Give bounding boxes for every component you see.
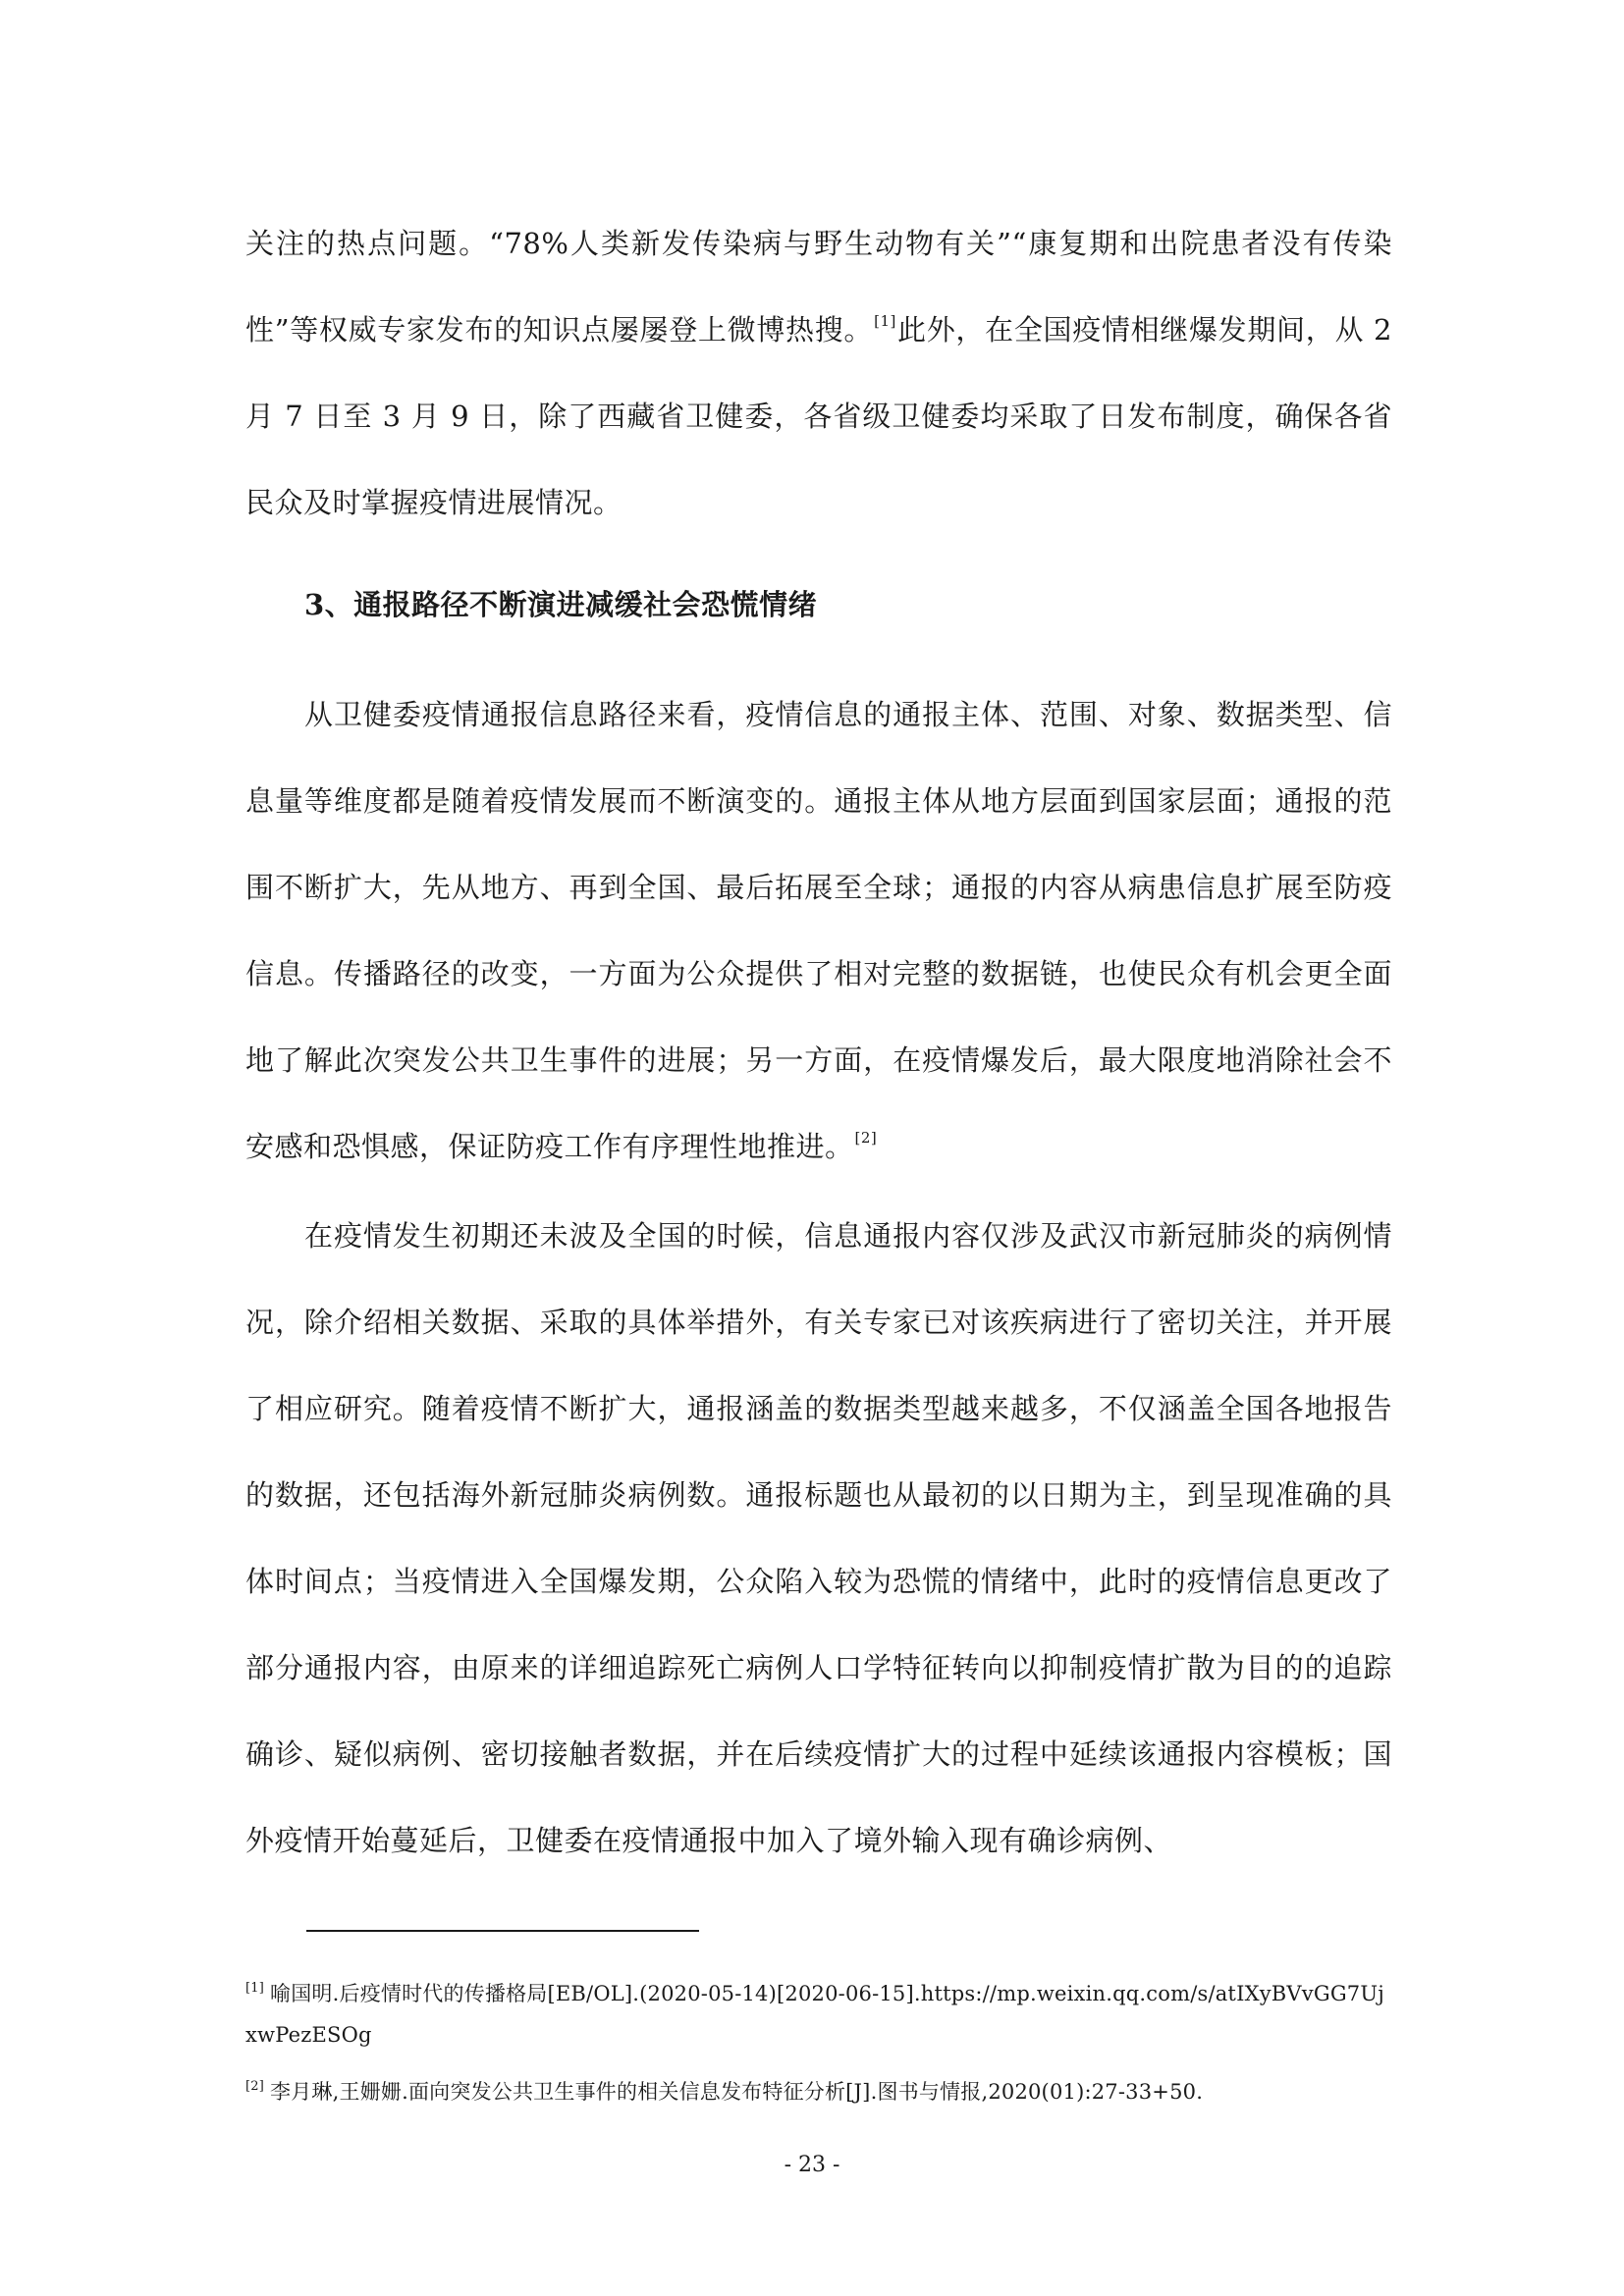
footnote-2-mark: [2] (245, 2079, 265, 2094)
citation-ref-2[interactable]: [2] (854, 1129, 878, 1147)
citation-ref-1[interactable]: [1] (874, 312, 896, 330)
paragraph-1-text-b: 此外，在全国疫情相继爆发期间，从 2 月 7 日至 3 月 9 日，除了西藏省卫健委，各省级卫健委均采取了日发布制度，确保各省民众及时掌握疫情进展情况。 (245, 313, 1393, 519)
page-number: - 23 - (784, 2153, 840, 2177)
footnote-2-text: 李月琳,王姗姗.面向突发公共卫生事件的相关信息发布特征分析[J].图书与情报,2020(01):27-33+50. (270, 2080, 1204, 2104)
section-heading: 3、通报路径不断演进减缓社会恐慌情绪 (304, 588, 818, 621)
paragraph-1-text-a: 关注的热点问题。“78%人类新发传染病与野生动物有关”“康复期和出院患者没有传染性”等权威专家发布的知识点屡屡登上微博热搜。 (245, 227, 1392, 347)
paragraph-3-text: 在疫情发生初期还未波及全国的时候，信息通报内容仅涉及武汉市新冠肺炎的病例情况，除介绍相关数据、采取的具体举措外，有关专家已对该疾病进行了密切关注，并开展了相应研究。随着疫情不断扩大，通报涵盖的数据类型越来越多，不仅涵盖全国各地报告的数据，还包括海外新冠肺炎病例数。通报标题也从最初的以日期为主，到呈现准确的具体时间点；当疫情进入全国爆发期，公众陷入较为恐慌的情绪中，此时的疫情信息更改了部分通报内容，由原来的详细追踪死亡病例人口学特征转向以抑制疫情扩散为目的的追踪确诊、疑似病例、密切接触者数据，并在后续疫情扩大的过程中延续该通报内容模板；国外疫情开始蔓延后，卫健委在疫情通报中加入了境外输入现有确诊病例、 (245, 1219, 1392, 1857)
paragraph-1 (245, 200, 1392, 546)
paragraph-2 (245, 671, 1392, 1190)
footnote-1-text: 喻国明.后疫情时代的传播格局[EB/OL].(2020-05-14)[2020-06-15].https://mp.weixin.qq.com/s/atIXyBVvGG7UjxwPezESOg (245, 1982, 1384, 2047)
paragraph-2-text: 从卫健委疫情通报信息路径来看，疫情信息的通报主体、范围、对象、数据类型、信息量等维度都是随着疫情发展而不断演变的。通报主体从地方层面到国家层面；通报的范围不断扩大，先从地方、再到全国、最后拓展至全球；通报的内容从病患信息扩展至防疫信息。传播路径的改变，一方面为公众提供了相对完整的数据链，也使民众有机会更全面地了解此次突发公共卫生事件的进展；另一方面，在疫情爆发后，最大限度地消除社会不安感和恐惧感，保证防疫工作有序理性地推进。 (245, 698, 1392, 1163)
footnote-1 (245, 1973, 1392, 2056)
footnote-1-mark: [1] (245, 1981, 265, 1996)
footnote-2 (245, 2071, 1392, 2112)
paragraph-3 (245, 1193, 1392, 1884)
footnote-separator (306, 1930, 699, 1932)
